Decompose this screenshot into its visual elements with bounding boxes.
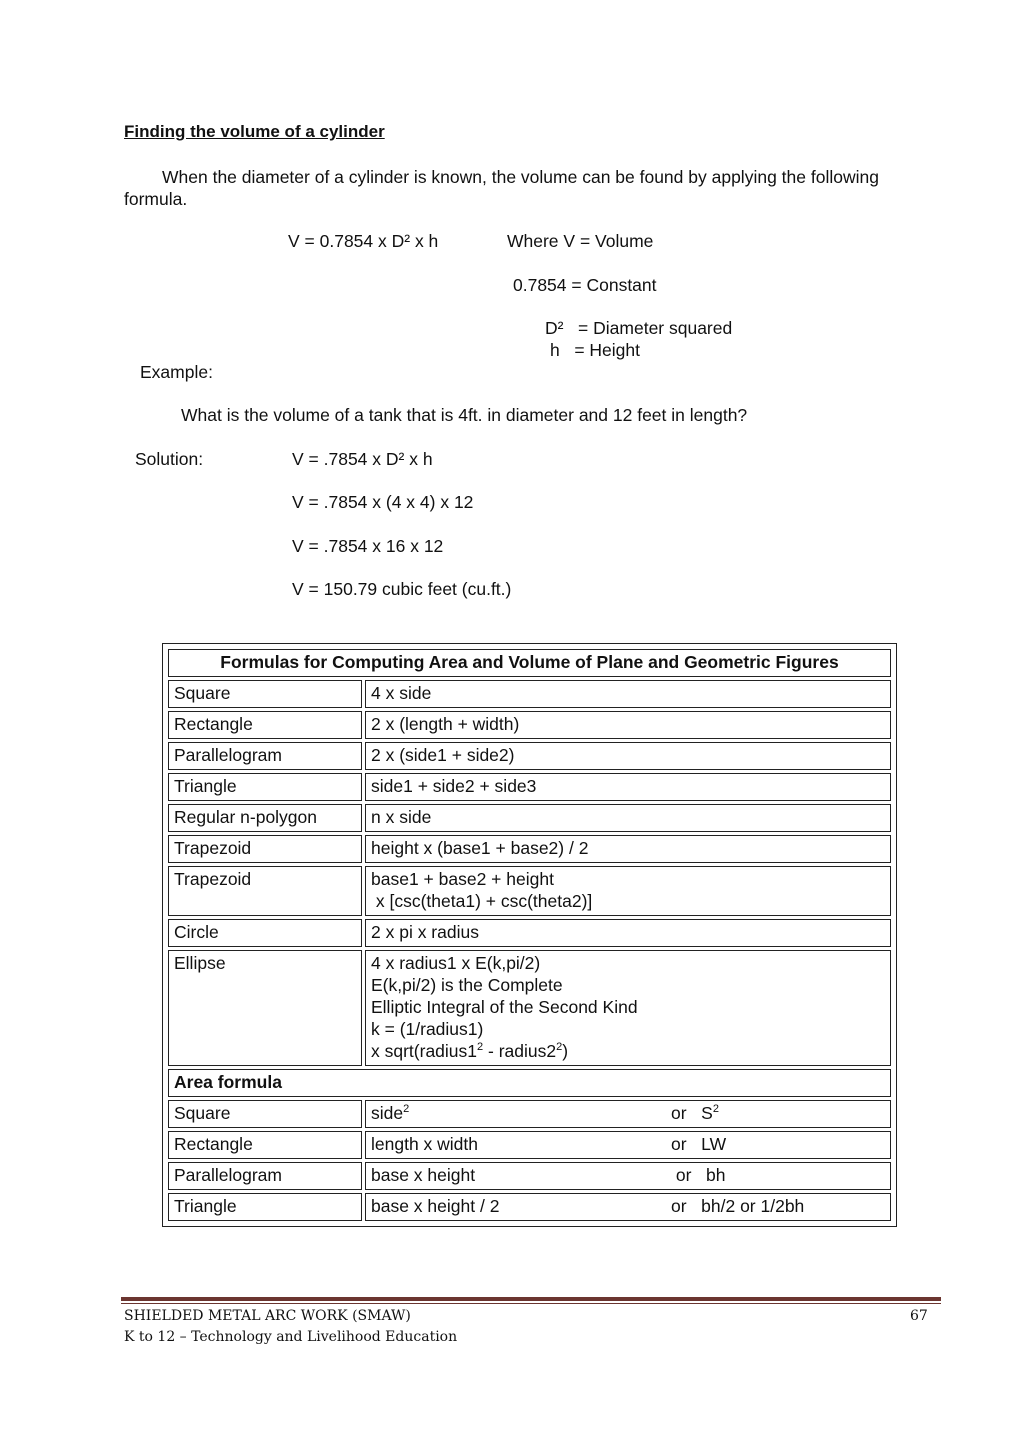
formula-line: 4 x radius1 x E(k,pi/2) <box>371 953 541 973</box>
solution-step: V = .7854 x (4 x 4) x 12 <box>292 492 474 512</box>
section-heading: Finding the volume of a cylinder <box>124 122 385 141</box>
formula-text: ) <box>562 1041 569 1061</box>
formula-height: h = Height <box>550 340 640 360</box>
superscript: 2 <box>712 1103 719 1115</box>
formula-diameter-squared: D² = Diameter squared <box>545 318 733 338</box>
superscript: 2 <box>403 1103 410 1115</box>
shape-cell: Trapezoid <box>168 835 362 863</box>
formula-line: Elliptic Integral of the Second Kind <box>371 997 638 1017</box>
formula-text: x sqrt(radius1 <box>371 1041 478 1061</box>
shape-cell: Circle <box>168 919 362 947</box>
formula-cell: side1 + side2 + side3 <box>365 773 891 801</box>
table-row <box>168 950 891 1066</box>
table-row <box>168 742 891 770</box>
formula-text: - radius2 <box>483 1041 557 1061</box>
shape-cell: Square <box>168 680 362 708</box>
page-number: 67 <box>910 1308 928 1324</box>
formula-text: base x height <box>371 1165 476 1185</box>
shape-cell: Regular n-polygon <box>168 804 362 832</box>
table-row <box>168 680 891 708</box>
shape-cell: Parallelogram <box>168 742 362 770</box>
example-label: Example: <box>140 362 213 382</box>
formula-cell: 4 x side <box>365 680 891 708</box>
solution-label: Solution: <box>135 449 204 469</box>
footer-divider <box>121 1297 941 1301</box>
solution-step: V = .7854 x D² x h <box>292 449 433 469</box>
superscript: 2 <box>556 1041 563 1053</box>
footer-title: SHIELDED METAL ARC WORK (SMAW) <box>124 1308 411 1324</box>
formula-line: E(k,pi/2) is the Complete <box>371 975 563 995</box>
shape-cell: Square <box>168 1100 362 1128</box>
shape-cell: Rectangle <box>168 1131 362 1159</box>
area-formula-heading: Area formula <box>168 1069 891 1097</box>
table-title: Formulas for Computing Area and Volume of Plane and Geometric Figures <box>168 649 891 677</box>
shape-cell: Rectangle <box>168 711 362 739</box>
formula-line <box>371 1040 885 1062</box>
shape-cell: Parallelogram <box>168 1162 362 1190</box>
formula-line: base1 + base2 + height <box>371 869 554 889</box>
intro-paragraph: When the diameter of a cylinder is known, the volume can be found by applying the following formula. <box>124 167 879 209</box>
shape-cell: Triangle <box>168 1193 362 1221</box>
solution-step: V = .7854 x 16 x 12 <box>292 536 444 556</box>
cylinder-formula: V = 0.7854 x D² x h <box>288 231 439 251</box>
formula-cell: 2 x pi x radius <box>365 919 891 947</box>
table-row <box>168 1162 891 1190</box>
formula-cell: height x (base1 + base2) / 2 <box>365 835 891 863</box>
shape-cell: Trapezoid <box>168 866 362 916</box>
table-row <box>168 866 891 916</box>
table-row <box>168 1100 891 1128</box>
shape-cell: Ellipse <box>168 950 362 1066</box>
formula-cell: n x side <box>365 804 891 832</box>
table-row <box>168 919 891 947</box>
formula-where-volume: Where V = Volume <box>507 231 654 251</box>
formula-cell <box>365 1131 891 1159</box>
formula-line: k = (1/radius1) <box>371 1019 484 1039</box>
formula-cell <box>365 950 891 1066</box>
formula-line: x [csc(theta1) + csc(theta2)] <box>371 891 593 911</box>
formula-cell: 2 x (length + width) <box>365 711 891 739</box>
footer-divider-thin <box>121 1303 941 1304</box>
solution-step: V = 150.79 cubic feet (cu.ft.) <box>292 579 512 599</box>
table-row <box>168 804 891 832</box>
table-row <box>168 835 891 863</box>
formula-cell: 2 x (side1 + side2) <box>365 742 891 770</box>
formula-cell <box>365 1162 891 1190</box>
formula-constant: 0.7854 = Constant <box>513 275 657 295</box>
shape-cell: Triangle <box>168 773 362 801</box>
superscript: 2 <box>477 1041 484 1053</box>
formula-table <box>162 643 897 1227</box>
formula-text: length x width <box>371 1134 479 1154</box>
formula-cell <box>365 1100 891 1128</box>
formula-cell <box>365 1193 891 1221</box>
table-row <box>168 1131 891 1159</box>
table-row <box>168 711 891 739</box>
footer-subtitle: K to 12 – Technology and Livelihood Education <box>124 1329 458 1345</box>
formula-text: side <box>371 1103 404 1123</box>
alt-formula: or LW <box>671 1134 727 1154</box>
alt-formula: or S <box>671 1103 713 1123</box>
formula-cell <box>365 866 891 916</box>
table-row <box>168 1193 891 1221</box>
alt-formula: or bh/2 or 1/2bh <box>671 1196 805 1216</box>
table-row <box>168 773 891 801</box>
formula-text: base x height / 2 <box>371 1196 500 1216</box>
example-question: What is the volume of a tank that is 4ft. in diameter and 12 feet in length? <box>181 405 748 425</box>
alt-formula: or bh <box>671 1165 726 1185</box>
